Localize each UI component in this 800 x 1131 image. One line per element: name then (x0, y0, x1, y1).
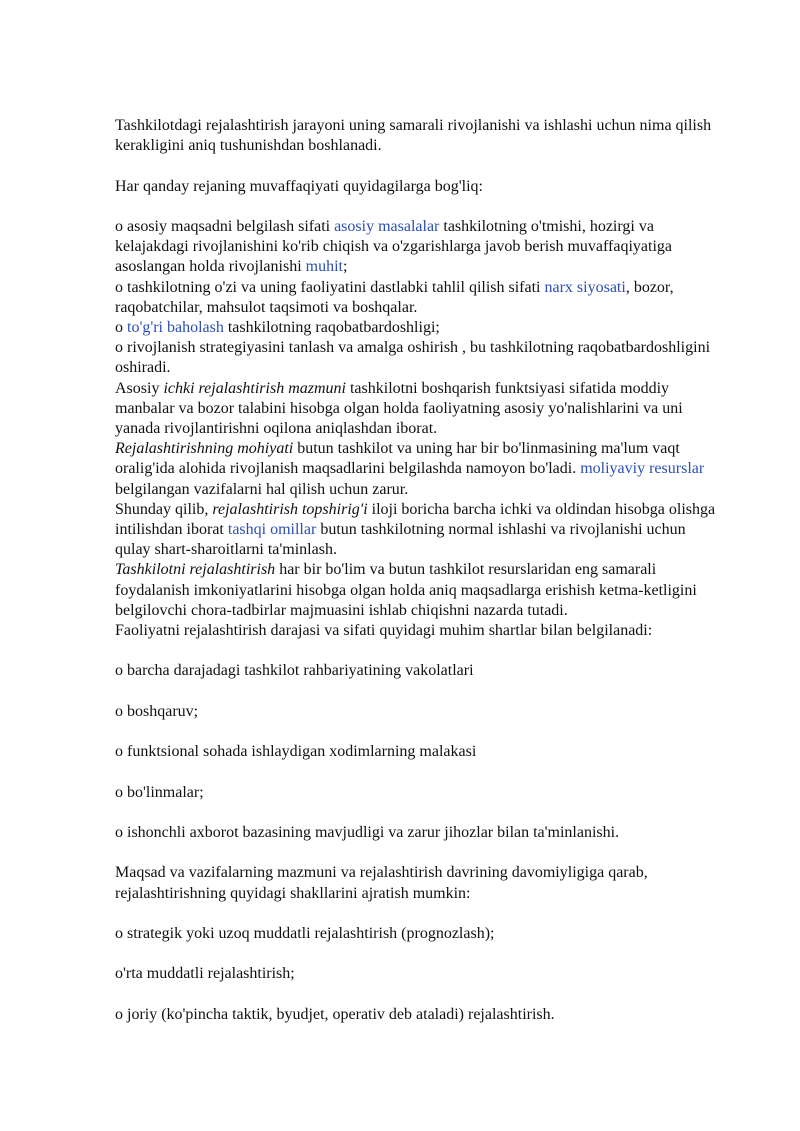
text-run: iloji boricha barcha ichki va oldindan hisobga olishga intilishdan iborat (115, 500, 716, 539)
success-intro: Har qanday rejaning muvaffaqiyati quyidagilarga bog'liq: (115, 177, 483, 195)
intro-paragraph: Tashkilotdagi rejalashtirish jarayoni uning samarali rivojlanishi va ishlashi uchun nima qilish kerakligini aniq tushunishdan boshlanadi. (115, 117, 712, 155)
list-item (115, 217, 725, 278)
form-item: o'rta muddatli rejalashtirish; (115, 965, 295, 983)
text-run: belgilangan vazifalarni hal qilish uchun zarur. (115, 480, 409, 498)
list-item (115, 318, 725, 338)
org-planning-paragraph (115, 560, 725, 621)
essence-paragraph (115, 439, 725, 500)
emphasis: Rejalashtirishning mohiyati (115, 440, 294, 458)
text-run: ; (342, 258, 348, 276)
condition-item: o boshqaruv; (115, 702, 199, 720)
text-run: tashkilotning o'tmishi, hozirgi va kelajakdagi rivojlanishini ko'rib chiqish va o'zgarishlarga javob berish muvaffaqiyatiga asoslangan holda rivojlanishi (115, 217, 673, 276)
text-run: butun tashkilotning normal ishlashi va rivojlanishi uchun qulay shart-sharoitlarni ta'minlash. (115, 521, 686, 559)
task-paragraph (115, 500, 725, 561)
condition-item: o funktsional sohada ishlaydigan xodimlarning malakasi (115, 743, 477, 761)
text-run: Asosiy (115, 379, 164, 397)
document-body (115, 116, 725, 1025)
link-tashqi-omillar[interactable]: tashqi omillar (227, 521, 317, 539)
condition-item: o barcha darajadagi tashkilot rahbariyatining vakolatlari (115, 662, 474, 680)
list-item (115, 278, 725, 318)
text-run: , bozor, raqobatchilar, mahsulot taqsimoti va boshqalar. (115, 278, 674, 316)
link-moliyaviy-resurslar[interactable]: moliyaviy resurslar (580, 460, 705, 478)
link-muhit[interactable]: muhit (305, 258, 343, 276)
form-item: o joriy (ko'pincha taktik, byudjet, operativ deb ataladi) rejalashtirish. (115, 1005, 555, 1023)
text-run: tashkilotni boshqarish funktsiyasi sifatida moddiy manbalar va bozor talabini hisobga olgan holda faoliyatning asosiy yo'nalishlarini va uni yanada rivojlantirishni oqilona aniqlashdan iborat. (115, 379, 683, 438)
text-run: Shunday qilib, (115, 500, 213, 518)
internal-planning-paragraph (115, 379, 725, 440)
quality-intro: Faoliyatni rejalashtirish darajasi va sifati quyidagi muhim shartlar bilan belgilanadi: (115, 622, 653, 640)
emphasis: rejalashtirish topshirig'i (212, 500, 368, 518)
text-run: butun tashkilot va uning har bir bo'linmasining ma'lum vaqt oralig'ida alohida rivojlanish maqsadlarini belgilashda namoyon bo'ladi. (115, 440, 680, 478)
text-run: har bir bo'lim va butun tashkilot resurslaridan eng samarali foydalanish imkoniyatlarini hisobga olgan holda aniq maqsadlarga erishish ketma-ketligini belgilovchi chora-tadbirlar majmuasini ishlab chiqishni nazarda tutadi. (115, 561, 697, 619)
text-run: o asosiy maqsadni belgilash sifati (115, 217, 335, 235)
text-run: o (115, 319, 127, 336)
link-asosiy-masalalar[interactable]: asosiy masalalar (334, 217, 440, 235)
forms-intro: Maqsad va vazifalarning mazmuni va rejalashtirish davrining davomiyligiga qarab, rejalashtirishning quyidagi shakllarini ajratish mumkin: (115, 864, 648, 902)
link-togri-baholash[interactable]: to'g'ri baholash (127, 319, 224, 336)
text-run: tashkilotning raqobatbardoshligi; (223, 319, 440, 336)
condition-item: o bo'linmalar; (115, 783, 204, 801)
form-item: o strategik yoki uzoq muddatli rejalashtirish (prognozlash); (115, 924, 495, 942)
text-run: o tashkilotning o'zi va uning faoliyatini dastlabki tahlil qilish sifati (115, 278, 545, 296)
list-item: o rivojlanish strategiyasini tanlash va amalga oshirish , bu tashkilotning raqobatbardoshligini oshiradi. (115, 339, 711, 377)
emphasis: ichki rejalashtirish mazmuni (163, 379, 346, 397)
emphasis: Tashkilotni rejalashtirish (115, 561, 276, 579)
condition-item: o ishonchli axborot bazasining mavjudligi va zarur jihozlar bilan ta'minlanishi. (115, 824, 620, 841)
link-narx-siyosati[interactable]: narx siyosati (544, 278, 626, 296)
